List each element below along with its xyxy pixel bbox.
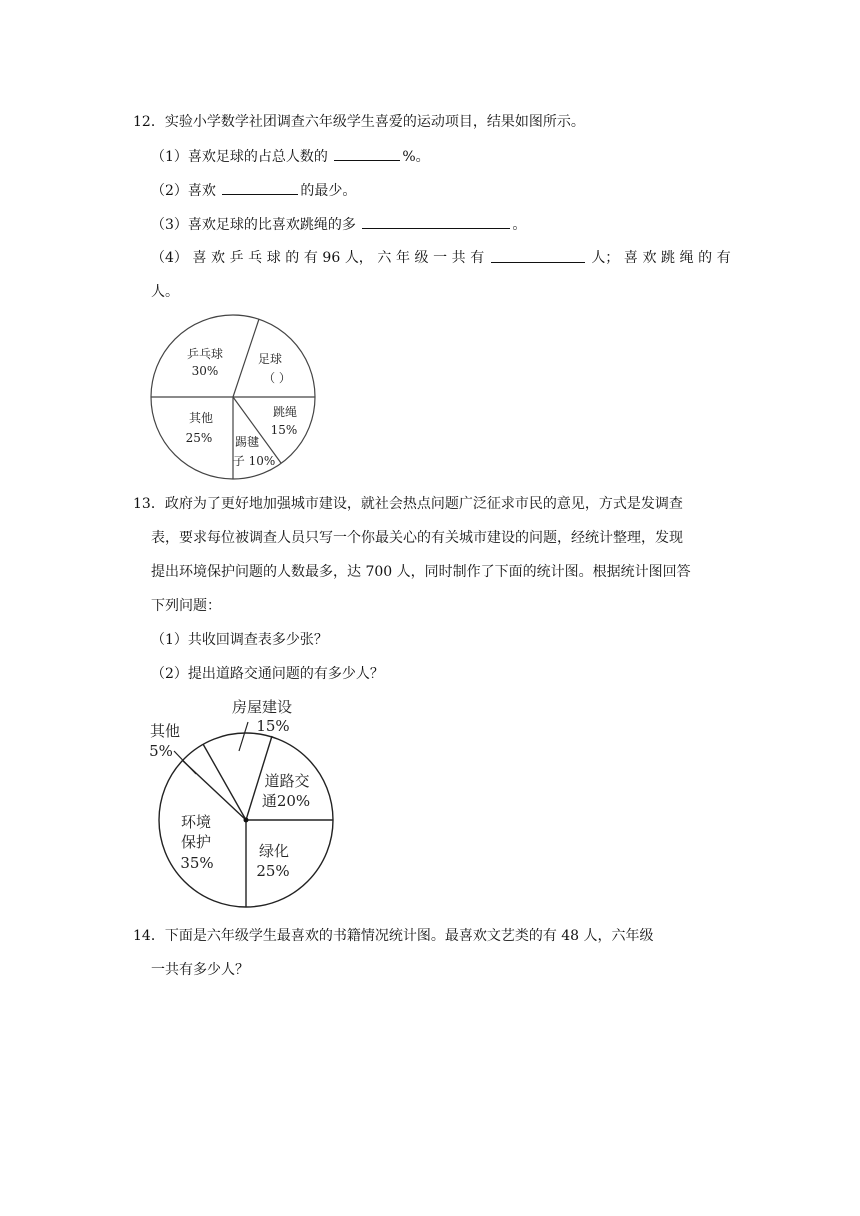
- q13-pie-pointer: [239, 722, 248, 751]
- q13-slice-value: 25%: [256, 862, 290, 880]
- q13-text: 下列问题：: [151, 598, 221, 614]
- q12-sub4-text: 乓: [248, 250, 263, 266]
- q12-sub4-text: 的: [698, 250, 713, 266]
- q13-text: 表，要求每位被调查人员只写一个你最关心的有关城市建设的问题，经统计整理，发现: [151, 530, 683, 546]
- q12-slice-label: 足球: [257, 352, 283, 366]
- q12-sub3-text: （3）喜欢足球的比喜欢跳绳的多: [151, 217, 356, 233]
- q12-sub4-text: 欢: [642, 250, 657, 266]
- q12-slice-value: 15%: [270, 423, 298, 437]
- q13-slice-label: 房屋建设: [231, 698, 293, 716]
- q14-text: 一共有多少人？: [151, 962, 249, 978]
- q13-slice-label: 其他: [149, 722, 181, 740]
- q12-stem-text: 实验小学数学社团调查六年级学生喜爱的运动项目，结果如图所示。: [164, 114, 585, 130]
- q12-slice-label: 子 10%: [232, 454, 276, 468]
- q12-slice-label: 踢毽: [234, 435, 260, 449]
- q12-sub4-text: 喜: [192, 250, 207, 266]
- q12-sub4-text: 共: [451, 250, 466, 266]
- q13-pie-pointer: [174, 751, 196, 774]
- q12-sub4-text: 人；: [591, 250, 620, 266]
- q12-sub4-text: 球: [266, 250, 281, 266]
- q12-sub4-text: 喜: [623, 250, 638, 266]
- q13-slice-value: 35%: [180, 854, 214, 872]
- q12-sub1-text: （1）喜欢足球的占总人数的: [151, 149, 328, 165]
- q12-slice-label: 乒乓球: [186, 347, 224, 361]
- q13-slice-label: 保护: [180, 833, 212, 851]
- q12-sub4-text: （4）: [151, 250, 188, 266]
- q13-text: 政府为了更好地加强城市建设，就社会热点问题广泛征求市民的意见，方式是发调查: [164, 496, 683, 512]
- q12-sub4-text: 乒: [229, 250, 244, 266]
- q12-slice-label: 其他: [188, 411, 214, 425]
- q12-sub4-text: 96: [322, 250, 341, 266]
- q12-sub3-suffix: 。: [512, 217, 527, 233]
- q12-sub4-text: 一: [433, 250, 448, 266]
- q12-sub4-text: 欢: [211, 250, 226, 266]
- q12-sub4-text: 跳: [661, 250, 675, 266]
- q12-sub4-end-text: 人。: [151, 284, 179, 300]
- q12-sub2-suffix: 的最少。: [300, 183, 357, 199]
- q12-sub4-text: 绳: [679, 250, 694, 266]
- q14-number: 14．: [133, 928, 165, 944]
- q13-slice-value: 15%: [256, 717, 290, 735]
- q14-text: 下面是六年级学生最喜欢的书籍情况统计图。最喜欢文艺类的有 48 人，六年级: [164, 928, 654, 944]
- q12-slice-value: 30%: [191, 364, 219, 378]
- q12-sub2-text: （2）喜欢: [151, 183, 216, 199]
- q13-sub2-text: （2）提出道路交通问题的有多少人？: [151, 666, 384, 682]
- q13-text: 提出环境保护问题的人数最多，达 700 人，同时制作了下面的统计图。根据统计图回答: [151, 564, 691, 580]
- q13-slice-label: 通20%: [261, 792, 311, 810]
- q12-sub4-text: 有: [470, 250, 485, 266]
- q13-sub1-text: （1）共收回调查表多少张？: [151, 632, 328, 648]
- q12-sub4-text: 有: [716, 250, 731, 266]
- q12-slice-value: 25%: [185, 431, 213, 445]
- q13-pie-divider: [203, 744, 246, 820]
- q13-slice-value: 5%: [149, 742, 173, 760]
- q13-number: 13．: [133, 496, 165, 512]
- q13-slice-label: 绿化: [258, 842, 290, 860]
- q12-sub4-text: 六: [377, 250, 392, 266]
- q12-slice-value: （ ）: [263, 371, 291, 385]
- q12-sub4-text: 有: [303, 250, 318, 266]
- q14-line1: [133, 926, 654, 946]
- q13-pie-center: [244, 818, 249, 823]
- q13-slice-label: 道路交: [264, 772, 310, 790]
- q12-sub4-text: 人，: [344, 250, 373, 266]
- q12-sub4-text: 的: [285, 250, 300, 266]
- q14-line2: [151, 960, 249, 980]
- q12-sub4-text: 年: [395, 250, 410, 266]
- q13-slice-label: 环境: [180, 813, 212, 831]
- q12-number: 12．: [133, 114, 165, 130]
- q12-sub1-suffix: %。: [402, 149, 430, 165]
- q12-sub4-text: 级: [414, 250, 429, 266]
- q12-slice-label: 跳绳: [272, 405, 298, 419]
